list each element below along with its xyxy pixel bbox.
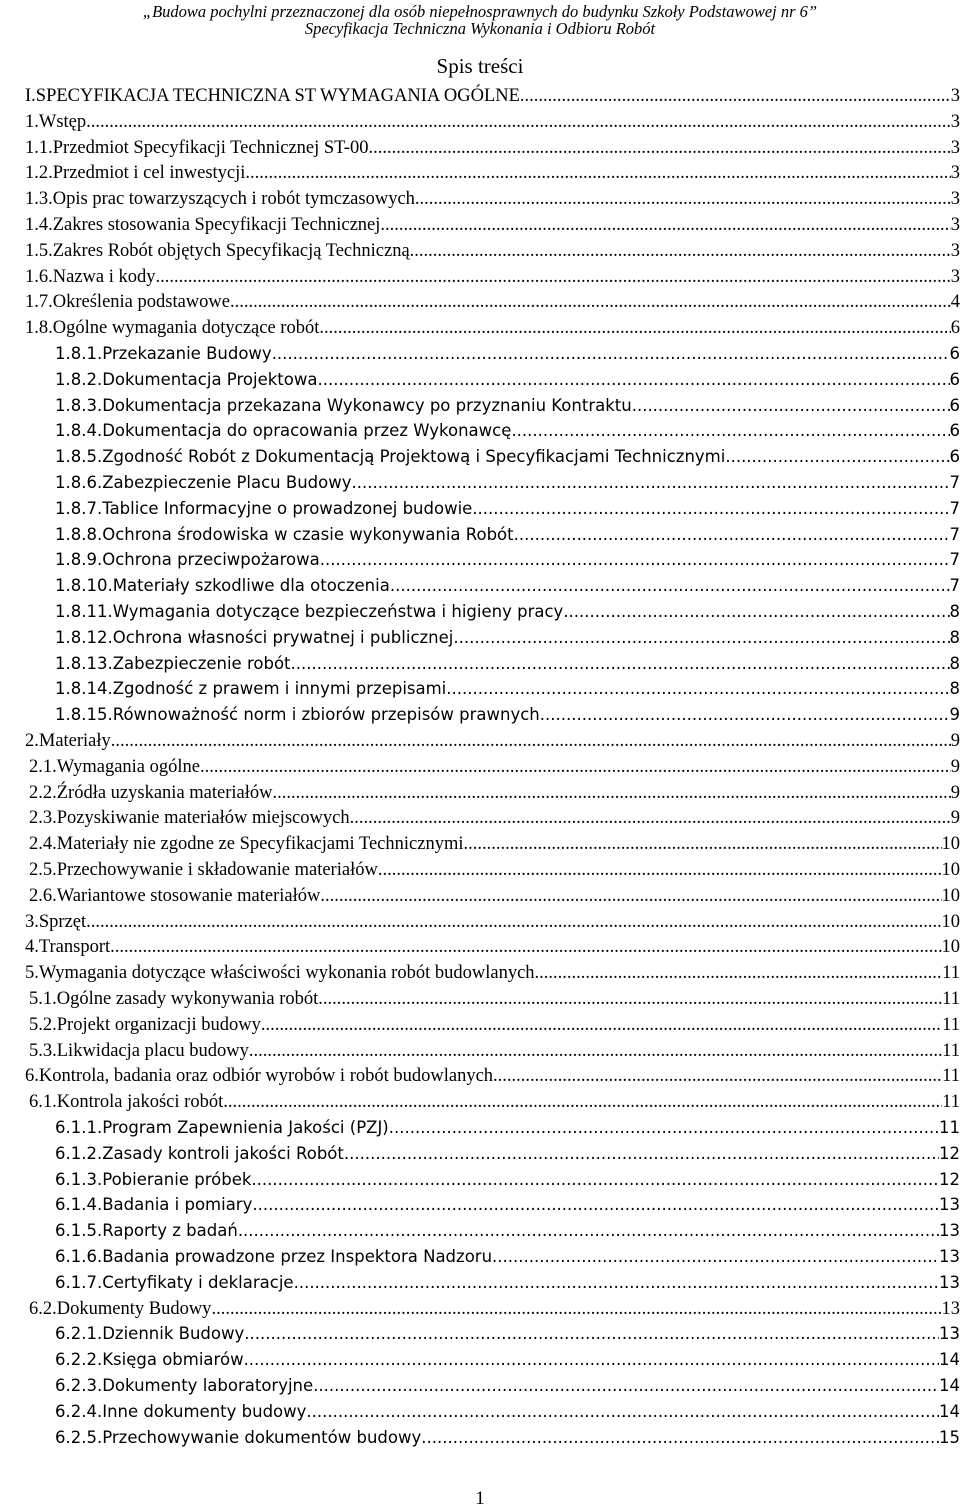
toc-entry-page: 7 <box>949 525 960 544</box>
toc-entry-title: 6.1.6.Badania prowadzone przez Inspektora Nadzoru <box>55 1247 493 1266</box>
toc-entry-title: 1.8.9.Ochrona przeciwpożarowa <box>55 550 320 569</box>
toc-entry[interactable] <box>29 783 960 808</box>
toc-dot-leader <box>351 473 949 492</box>
toc-entry-title: 1.8.14.Zgodność z prawem i innymi przepisami <box>55 679 447 698</box>
toc-entry-title: 1.8.1.Przekazanie Budowy <box>55 344 272 363</box>
toc-entry[interactable] <box>55 1221 960 1246</box>
toc-entry-title: 6.1.4.Badania i pomiary <box>55 1195 253 1214</box>
toc-entry[interactable] <box>55 1170 960 1195</box>
toc-entry[interactable] <box>25 267 960 292</box>
toc-dot-leader <box>344 1144 939 1163</box>
toc-entry[interactable] <box>25 86 960 111</box>
toc-entry-title: 1.8.12.Ochrona własności prywatnej i publicznej <box>55 628 454 647</box>
toc-entry[interactable] <box>55 1350 960 1375</box>
toc-entry-title: 2.2.Źródła uzyskania materiałów <box>29 783 273 803</box>
toc-entry-title: 1.1.Przedmiot Specyfikacji Technicznej ST-00 <box>25 138 369 158</box>
toc-entry-page: 14 <box>939 1402 960 1421</box>
header-project-title: „Budowa pochylni przeznaczonej dla osób niepełnosprawnych do budynku Szkoły Podstawowej nr 6” <box>142 2 818 21</box>
toc-entry-page: 3 <box>950 163 960 183</box>
toc-entry-page: 8 <box>949 679 960 698</box>
toc-entry-title: 3.Sprzęt <box>25 912 87 932</box>
toc-entry-title: 2.6.Wariantowe stosowanie materiałów <box>29 886 321 906</box>
toc-entry-title: 5.1.Ogólne zasady wykonywania robót <box>29 989 319 1009</box>
toc-entry[interactable] <box>55 1324 960 1349</box>
toc-entry-page: 8 <box>949 602 960 621</box>
toc-entry[interactable] <box>29 834 960 859</box>
toc-dot-leader <box>110 937 941 958</box>
toc-entry-page: 11 <box>942 1015 960 1035</box>
toc-entry-title: 6.2.5.Przechowywanie dokumentów budowy <box>55 1428 422 1447</box>
toc-entry-page: 10 <box>941 937 960 957</box>
toc-entry-title: 6.1.2.Zasady kontroli jakości Robót <box>55 1144 344 1163</box>
toc-dot-leader <box>86 912 941 933</box>
toc-dot-leader <box>317 370 949 389</box>
toc-entry-page: 12 <box>939 1144 960 1163</box>
toc-entry-title: I.SPECYFIKACJA TECHNICZNA ST WYMAGANIA OGÓLNE <box>25 86 520 106</box>
toc-dot-leader <box>249 1041 942 1062</box>
toc-entry-page: 9 <box>950 731 960 751</box>
toc-entry[interactable] <box>29 1299 960 1324</box>
toc-dot-leader <box>245 163 950 184</box>
toc-entry[interactable] <box>25 731 960 756</box>
toc-entry-title: 4.Transport <box>25 937 111 957</box>
toc-entry[interactable] <box>25 292 960 317</box>
toc-dot-leader <box>421 1428 939 1447</box>
toc-dot-leader <box>200 757 951 778</box>
toc-dot-leader <box>453 628 949 647</box>
toc-entry-title: 1.8.11.Wymagania dotyczące bezpieczeństwa i higieny pracy <box>55 602 564 621</box>
toc-entry-page: 11 <box>939 1118 960 1137</box>
toc-entry-title: 1.Wstęp <box>25 112 87 132</box>
toc-entry-title: 1.8.7.Tablice Informacyjne o prowadzonej budowie <box>55 499 473 518</box>
toc-entry[interactable] <box>25 937 960 962</box>
toc-dot-leader <box>211 1299 941 1320</box>
toc-entry-title: 1.4.Zakres stosowania Specyfikacji Technicznej <box>25 215 381 235</box>
toc-entry-page: 6 <box>949 370 960 389</box>
toc-entry[interactable] <box>55 396 960 421</box>
toc-entry-page: 13 <box>939 1273 960 1292</box>
toc-dot-leader <box>111 731 951 752</box>
toc-entry-page: 8 <box>949 654 960 673</box>
toc-entry[interactable] <box>25 163 960 188</box>
toc-entry-title: 6.1.7.Certyfikaty i deklaracje <box>55 1273 294 1292</box>
toc-entry-page: 10 <box>941 912 960 932</box>
toc-entry-title: 1.7.Określenia podstawowe <box>25 292 230 312</box>
toc-entry[interactable] <box>55 473 960 498</box>
toc-entry[interactable] <box>55 550 960 575</box>
toc-entry[interactable] <box>55 1247 960 1272</box>
toc-entry[interactable] <box>25 241 960 266</box>
toc-entry[interactable] <box>55 344 960 369</box>
toc-entry[interactable] <box>55 1273 960 1298</box>
toc-entry[interactable] <box>29 1015 960 1040</box>
toc-entry[interactable] <box>25 1066 960 1091</box>
toc-entry-page: 6 <box>949 421 960 440</box>
toc-entry-title: 1.8.6.Zabezpieczenie Placu Budowy <box>55 473 352 492</box>
toc-entry[interactable] <box>55 499 960 524</box>
toc-dot-leader <box>238 1221 939 1240</box>
toc-entry-title: 5.Wymagania dotyczące właściwości wykonania robót budowlanych <box>25 963 535 983</box>
toc-entry[interactable] <box>29 808 960 833</box>
toc-entry[interactable] <box>25 215 960 240</box>
toc-entry[interactable] <box>55 1402 960 1427</box>
toc-dot-leader <box>251 1170 939 1189</box>
toc-entry[interactable] <box>25 963 960 988</box>
toc-entry[interactable] <box>55 654 960 679</box>
toc-entry-page: 3 <box>950 215 960 235</box>
toc-dot-leader <box>410 241 951 262</box>
toc-entry[interactable] <box>55 525 960 550</box>
toc-entry-title: 1.3.Opis prac towarzyszących i robót tymczasowych <box>25 189 415 209</box>
toc-entry[interactable] <box>55 1195 960 1220</box>
toc-dot-leader <box>273 783 951 804</box>
toc-entry-page: 9 <box>950 757 960 777</box>
toc-entry-title: 6.1.1.Program Zapewnienia Jakości (PZJ) <box>55 1118 389 1137</box>
toc-entry-page: 9 <box>949 705 960 724</box>
toc-dot-leader <box>320 886 941 907</box>
toc-entry-title: 6.1.3.Pobieranie próbek <box>55 1170 252 1189</box>
toc-dot-leader <box>514 525 950 544</box>
toc-entry-title: 6.Kontrola, badania oraz odbiór wyrobów i robót budowlanych <box>25 1066 494 1086</box>
toc-entry-title: 1.8.13.Zabezpieczenie robót <box>55 654 291 673</box>
page-number: 1 <box>475 1488 485 1509</box>
toc-entry[interactable] <box>25 318 960 343</box>
toc-entry-page: 3 <box>950 86 960 106</box>
toc-entry-page: 7 <box>949 499 960 518</box>
toc-entry-title: 1.8.Ogólne wymagania dotyczące robót <box>25 318 320 338</box>
toc-entry[interactable] <box>55 679 960 704</box>
toc-dot-leader <box>320 550 950 569</box>
toc-dot-leader <box>511 421 949 440</box>
toc-dot-leader <box>464 834 942 855</box>
header-document-type: Specyfikacja Techniczna Wykonania i Odbioru Robót <box>304 19 656 38</box>
toc-entry-title: 1.8.5.Zgodność Robót z Dokumentacją Projektową i Specyfikacjami Technicznymi <box>55 447 726 466</box>
toc-entry-title: 6.2.2.Księga obmiarów <box>55 1350 244 1369</box>
toc-entry-page: 10 <box>941 860 960 880</box>
toc-entry-title: 1.8.3.Dokumentacja przekazana Wykonawcy po przyznaniu Kontraktu <box>55 396 632 415</box>
toc-dot-leader <box>446 679 949 698</box>
toc-entry[interactable] <box>29 989 960 1014</box>
toc-dot-leader <box>244 1324 939 1343</box>
toc-entry[interactable] <box>55 602 960 627</box>
toc-entry-page: 3 <box>950 267 960 287</box>
toc-entry-page: 9 <box>950 808 960 828</box>
toc-entry-page: 11 <box>942 1041 960 1061</box>
toc-title: Spis treści <box>436 54 524 78</box>
toc-entry-title: 2.1.Wymagania ogólne <box>29 757 200 777</box>
toc-entry-title: 5.3.Likwidacja placu budowy <box>29 1041 249 1061</box>
toc-entry-page: 3 <box>950 241 960 261</box>
toc-dot-leader <box>223 1092 942 1113</box>
toc-entry[interactable] <box>55 370 960 395</box>
toc-dot-leader <box>472 499 949 518</box>
toc-entry-page: 9 <box>950 783 960 803</box>
toc-entry[interactable] <box>55 576 960 601</box>
toc-entry-title: 6.2.4.Inne dokumenty budowy <box>55 1402 307 1421</box>
toc-entry-page: 6 <box>950 318 960 338</box>
toc-entry-page: 8 <box>949 628 960 647</box>
toc-entry-title: 6.1.5.Raporty z badań <box>55 1221 238 1240</box>
toc-entry[interactable] <box>25 912 960 937</box>
toc-dot-leader <box>520 86 951 107</box>
toc-dot-leader <box>535 963 943 984</box>
toc-dot-leader <box>319 318 950 339</box>
toc-dot-leader <box>390 576 950 595</box>
toc-entry-title: 1.8.15.Równoważność norm i zbiorów przepisów prawnych <box>55 705 540 724</box>
toc-entry[interactable] <box>55 1144 960 1169</box>
toc-entry-page: 11 <box>942 963 960 983</box>
toc-entry[interactable] <box>29 1041 960 1066</box>
toc-entry-page: 11 <box>942 989 960 1009</box>
toc-entry-page: 11 <box>942 1066 960 1086</box>
toc-entry-page: 6 <box>949 344 960 363</box>
toc-entry-page: 13 <box>939 1247 960 1266</box>
toc-entry-page: 14 <box>939 1350 960 1369</box>
toc-entry-title: 6.2.1.Dziennik Budowy <box>55 1324 245 1343</box>
toc-entry[interactable] <box>55 1118 960 1143</box>
toc-entry-page: 7 <box>949 550 960 569</box>
toc-entry-title: 2.5.Przechowywanie i składowanie materiałów <box>29 860 378 880</box>
toc-entry-page: 7 <box>949 473 960 492</box>
toc-entry-page: 3 <box>950 138 960 158</box>
toc-dot-leader <box>725 447 949 466</box>
toc-dot-leader <box>230 292 951 313</box>
toc-entry[interactable] <box>55 1428 960 1453</box>
toc-entry-page: 6 <box>949 396 960 415</box>
toc-entry[interactable] <box>55 705 960 730</box>
toc-entry[interactable] <box>55 447 960 472</box>
toc-dot-leader <box>306 1402 939 1421</box>
toc-entry[interactable] <box>29 860 960 885</box>
toc-dot-leader <box>156 267 951 288</box>
toc-entry-page: 13 <box>941 1299 960 1319</box>
toc-entry-page: 6 <box>949 447 960 466</box>
toc-dot-leader <box>368 138 950 159</box>
toc-entry[interactable] <box>29 1092 960 1117</box>
toc-entry[interactable] <box>25 189 960 214</box>
toc-dot-leader <box>540 705 950 724</box>
toc-entry-title: 1.8.10.Materiały szkodliwe dla otoczenia <box>55 576 390 595</box>
toc-dot-leader <box>415 189 951 210</box>
toc-entry-title: 1.8.4.Dokumentacja do opracowania przez Wykonawcę <box>55 421 512 440</box>
toc-dot-leader <box>252 1195 939 1214</box>
toc-entry-page: 10 <box>941 886 960 906</box>
toc-dot-leader <box>313 1376 939 1395</box>
toc-entry[interactable] <box>55 1376 960 1401</box>
toc-dot-leader <box>493 1066 942 1087</box>
toc-entry-title: 1.8.8.Ochrona środowiska w czasie wykonywania Robót <box>55 525 514 544</box>
toc-dot-leader <box>492 1247 939 1266</box>
toc-entry-title: 1.2.Przedmiot i cel inwestycji <box>25 163 246 183</box>
toc-dot-leader <box>294 1273 939 1292</box>
toc-entry-page: 13 <box>939 1324 960 1343</box>
toc-entry[interactable] <box>25 112 960 137</box>
toc-dot-leader <box>389 1118 939 1137</box>
toc-entry-page: 11 <box>942 1092 960 1112</box>
toc-dot-leader <box>86 112 951 133</box>
toc-entry[interactable] <box>25 138 960 163</box>
toc-dot-leader <box>378 860 942 881</box>
toc-entry-title: 5.2.Projekt organizacji budowy <box>29 1015 261 1035</box>
toc-entry-title: 1.5.Zakres Robót objętych Specyfikacją Techniczną <box>25 241 410 261</box>
toc-entry-title: 6.2.Dokumenty Budowy <box>29 1299 212 1319</box>
toc-dot-leader <box>261 1015 942 1036</box>
toc-dot-leader <box>291 654 950 673</box>
toc-entry-title: 2.3.Pozyskiwanie materiałów miejscowych <box>29 808 350 828</box>
toc-entry-page: 14 <box>939 1376 960 1395</box>
toc-entry-title: 1.8.2.Dokumentacja Projektowa <box>55 370 318 389</box>
toc-entry-title: 2.4.Materiały nie zgodne ze Specyfikacjami Technicznymi <box>29 834 464 854</box>
toc-entry-page: 15 <box>939 1428 960 1447</box>
toc-dot-leader <box>244 1350 939 1369</box>
toc-entry-page: 3 <box>950 189 960 209</box>
toc-entry-title: 2.Materiały <box>25 731 111 751</box>
toc-entry[interactable] <box>55 628 960 653</box>
toc-entry-page: 4 <box>950 292 960 312</box>
toc-dot-leader <box>350 808 951 829</box>
toc-entry-page: 13 <box>939 1195 960 1214</box>
toc-entry-page: 12 <box>939 1170 960 1189</box>
toc-entry[interactable] <box>29 886 960 911</box>
toc-dot-leader <box>318 989 942 1010</box>
toc-dot-leader <box>563 602 949 621</box>
toc-entry[interactable] <box>55 421 960 446</box>
toc-dot-leader <box>380 215 950 236</box>
toc-entry-title: 6.1.Kontrola jakości robót <box>29 1092 224 1112</box>
toc-dot-leader <box>632 396 950 415</box>
toc-dot-leader <box>272 344 950 363</box>
toc-entry-title: 1.6.Nazwa i kody <box>25 267 156 287</box>
toc-entry-page: 13 <box>939 1221 960 1240</box>
toc-entry-page: 3 <box>950 112 960 132</box>
toc-entry-page: 7 <box>949 576 960 595</box>
toc-entry[interactable] <box>29 757 960 782</box>
toc-entry-page: 10 <box>941 834 960 854</box>
toc-entry-title: 6.2.3.Dokumenty laboratoryjne <box>55 1376 314 1395</box>
